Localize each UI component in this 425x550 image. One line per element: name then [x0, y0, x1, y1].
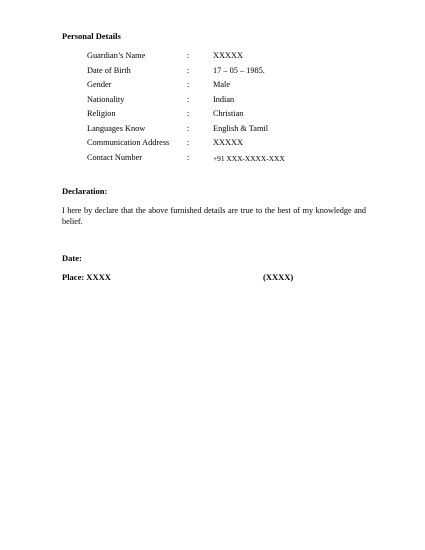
detail-value: English & Tamil	[213, 123, 269, 133]
place-label: Place: XXXX	[62, 272, 111, 282]
declaration-text: I here by declare that the above furnished details are true to the best of my knowledge and belief.	[62, 206, 366, 226]
detail-label: Contact Number	[87, 152, 143, 162]
detail-colon: :	[187, 123, 190, 133]
detail-value: 17 – 05 – 1985.	[213, 65, 265, 75]
detail-label: Nationality	[87, 94, 125, 104]
detail-label: Communication Address	[87, 138, 170, 147]
detail-label: Languages Know	[87, 123, 146, 133]
personal-details-heading: Personal Details	[62, 31, 121, 41]
detail-colon: :	[187, 65, 190, 75]
detail-value: XXXXX	[213, 138, 243, 147]
detail-colon: :	[187, 51, 190, 60]
detail-colon: :	[187, 94, 190, 104]
detail-label: Religion	[87, 109, 116, 118]
detail-colon: :	[187, 138, 190, 147]
detail-value: Indian	[213, 94, 235, 104]
detail-value: Male	[213, 80, 231, 89]
signature-name: (XXXX)	[263, 272, 294, 282]
detail-value: +91 XXX-XXXX-XXX	[213, 153, 285, 163]
detail-colon: :	[187, 80, 190, 89]
detail-colon: :	[187, 152, 190, 162]
detail-colon: :	[187, 109, 190, 118]
detail-label: Gender	[87, 80, 112, 89]
detail-value: XXXXX	[213, 51, 243, 60]
declaration-heading: Declaration:	[62, 186, 108, 196]
detail-label: Date of Birth	[87, 65, 131, 75]
detail-value: Christian	[213, 109, 244, 118]
date-label: Date:	[62, 253, 82, 263]
detail-label: Guardian’s Name	[87, 51, 146, 60]
